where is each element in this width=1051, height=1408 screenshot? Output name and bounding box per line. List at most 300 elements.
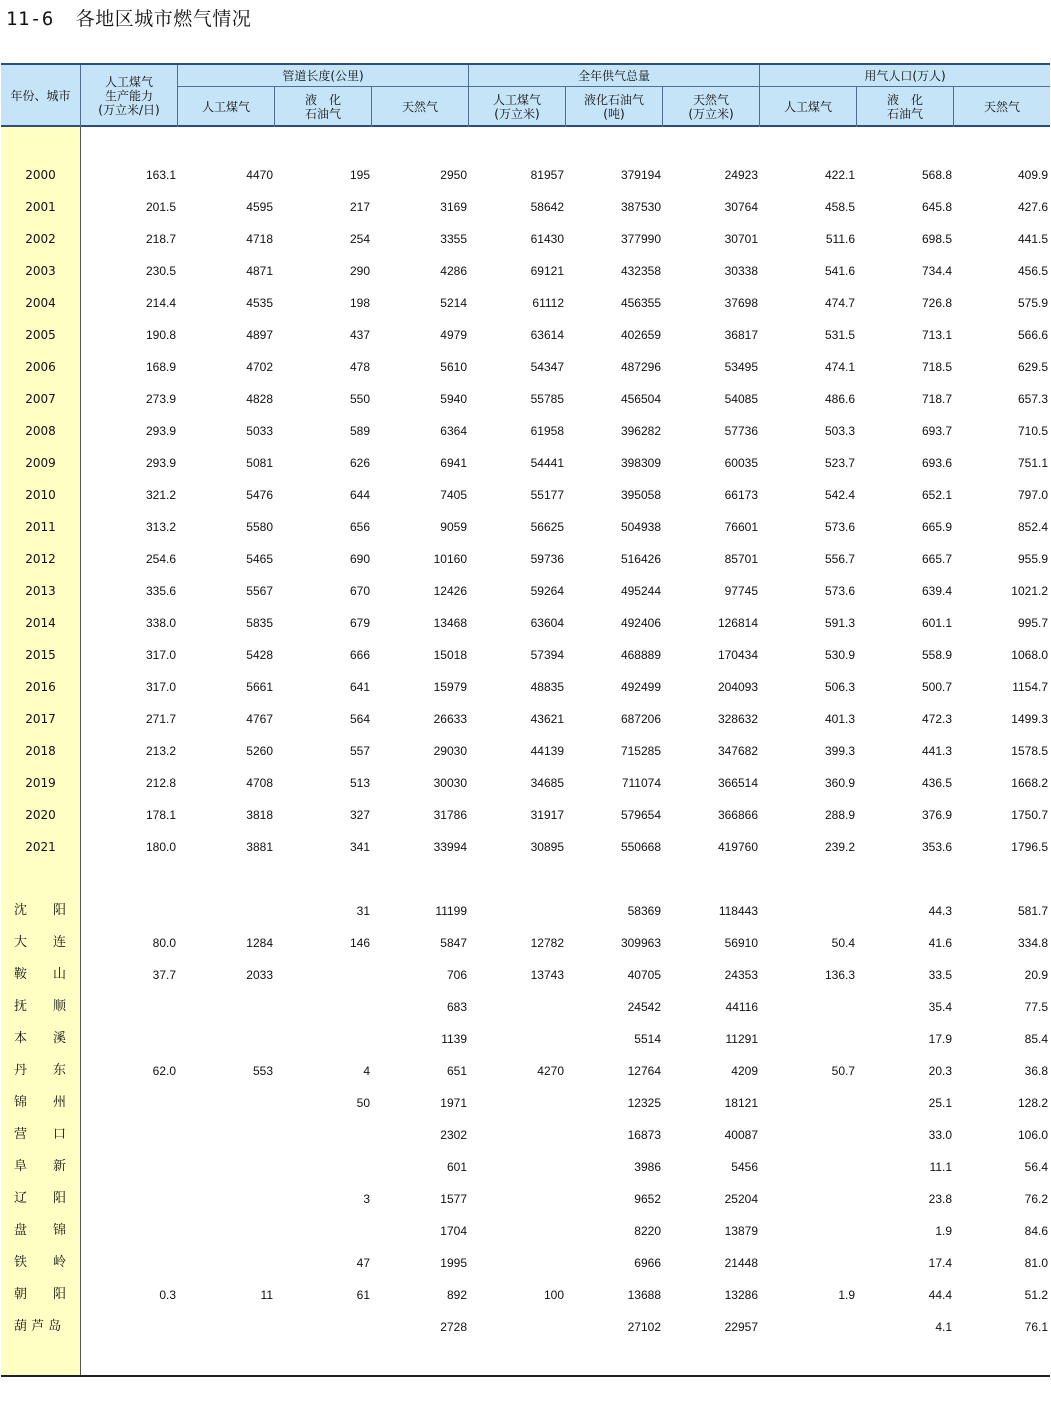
page-title	[6, 4, 251, 34]
header-divider	[274, 86, 275, 127]
city-label: 营 口	[14, 1127, 67, 1142]
cell-pipe-natural: 15018	[433, 648, 467, 662]
cell-artificial-capacity: 273.9	[145, 392, 176, 406]
cell-pipe-natural: 1577	[440, 1192, 467, 1206]
cell-pop-artificial: 401.3	[824, 712, 855, 726]
cell-artificial-capacity	[83, 991, 176, 1023]
cell-pipe-artificial: 4708	[246, 776, 273, 790]
cell-supply-lpg: 9652	[634, 1192, 661, 1206]
city-label: 大 连	[14, 935, 67, 950]
cell-pipe-lpg: 146	[349, 936, 370, 950]
cell-pipe-natural: 11199	[435, 904, 467, 918]
cell-pop-natural: 456.5	[1017, 264, 1048, 278]
cell-supply-artificial: 57394	[530, 648, 564, 662]
cell-pop-artificial: 530.9	[824, 648, 855, 662]
cell-pipe-lpg: 513	[349, 776, 370, 790]
cell-pipe-lpg: 31	[356, 904, 370, 918]
cell-pipe-artificial: 5835	[246, 616, 273, 630]
cell-pop-artificial: 591.3	[824, 616, 855, 630]
cell-pipe-artificial: 5476	[246, 488, 273, 502]
year-label: 2000	[25, 168, 56, 182]
year-row	[1, 191, 1050, 223]
cell-artificial-capacity: 0.3	[159, 1288, 176, 1302]
cell-pop-natural: 1068.0	[1011, 648, 1048, 662]
cell-supply-artificial: 44139	[530, 744, 564, 758]
cell-supply-lpg: 492499	[620, 680, 661, 694]
header-divider	[371, 86, 372, 127]
cell-pipe-natural: 1704	[440, 1224, 467, 1238]
year-label: 2018	[25, 744, 56, 758]
cell-pipe-lpg: 254	[349, 232, 370, 246]
city-label: 阜 新	[14, 1159, 67, 1174]
year-label: 2008	[25, 424, 56, 438]
city-label: 葫 芦 岛	[14, 1319, 62, 1334]
cell-supply-lpg: 387530	[620, 200, 661, 214]
cell-artificial-capacity: 218.7	[145, 232, 176, 246]
cell-pipe-artificial: 4828	[246, 392, 273, 406]
cell-pipe-natural: 1995	[440, 1256, 467, 1270]
cell-supply-natural: 18121	[724, 1096, 758, 1110]
cell-pop-lpg: 20.3	[928, 1064, 952, 1078]
cell-supply-artificial: 55177	[530, 488, 564, 502]
cell-supply-lpg: 492406	[620, 616, 661, 630]
cell-pop-artificial: 542.4	[824, 488, 855, 502]
city-label: 朝 阳	[14, 1287, 67, 1302]
year-row	[1, 447, 1050, 479]
cell-pipe-artificial	[179, 1087, 273, 1119]
year-row	[1, 319, 1050, 351]
cell-pop-artificial: 288.9	[824, 808, 855, 822]
cell-pop-artificial: 486.6	[824, 392, 855, 406]
cell-pop-lpg: 665.7	[921, 552, 952, 566]
cell-pop-artificial: 556.7	[824, 552, 855, 566]
cell-supply-lpg: 456504	[620, 392, 661, 406]
cell-pop-lpg: 645.8	[921, 200, 952, 214]
cell-pop-lpg: 601.1	[921, 616, 952, 630]
cell-supply-natural: 25204	[724, 1192, 758, 1206]
cell-supply-artificial: 54347	[530, 360, 564, 374]
cell-pipe-lpg: 50	[356, 1096, 370, 1110]
cell-pipe-artificial: 2033	[246, 968, 273, 982]
cell-supply-natural: 328632	[717, 712, 758, 726]
cell-supply-artificial	[470, 991, 564, 1023]
cell-pipe-lpg: 198	[349, 296, 370, 310]
gas-statistics-table	[1, 63, 1050, 1377]
cell-pipe-lpg: 61	[356, 1288, 370, 1302]
year-label: 2006	[25, 360, 56, 374]
cell-supply-lpg: 715285	[620, 744, 661, 758]
cell-pipe-artificial: 3818	[246, 808, 273, 822]
cell-supply-lpg: 468889	[620, 648, 661, 662]
cell-supply-lpg: 12764	[627, 1064, 661, 1078]
cell-supply-natural: 40087	[724, 1128, 758, 1142]
cell-pipe-lpg: 4	[363, 1064, 370, 1078]
cell-artificial-capacity: 313.2	[145, 520, 176, 534]
cell-pipe-artificial: 5580	[246, 520, 273, 534]
cell-pipe-natural: 2950	[440, 168, 467, 182]
cell-pop-natural: 81.0	[1024, 1256, 1048, 1270]
header-divider	[856, 86, 857, 127]
cell-pop-artificial: 399.3	[824, 744, 855, 758]
cell-pop-natural: 852.4	[1017, 520, 1048, 534]
cell-pipe-natural: 4286	[440, 264, 467, 278]
cell-pop-lpg: 734.4	[921, 264, 952, 278]
header-divider	[177, 86, 1050, 87]
cell-pop-natural: 36.8	[1024, 1064, 1048, 1078]
city-row	[1, 959, 1050, 991]
cell-pipe-natural: 651	[446, 1064, 467, 1078]
cell-pop-natural: 427.6	[1017, 200, 1048, 214]
year-row	[1, 223, 1050, 255]
cell-artificial-capacity: 317.0	[145, 680, 176, 694]
cell-artificial-capacity: 212.8	[145, 776, 176, 790]
cell-supply-lpg: 516426	[620, 552, 661, 566]
cell-pipe-natural: 33994	[433, 840, 467, 854]
cell-supply-lpg: 3986	[634, 1160, 661, 1174]
cell-supply-artificial: 43621	[530, 712, 564, 726]
cell-artificial-capacity	[83, 1023, 176, 1055]
cell-pop-lpg: 44.4	[928, 1288, 952, 1302]
cell-artificial-capacity: 293.9	[145, 456, 176, 470]
header-divider	[177, 65, 178, 127]
city-label: 辽 阳	[14, 1191, 67, 1206]
cell-supply-lpg: 495244	[620, 584, 661, 598]
cell-supply-lpg: 16873	[627, 1128, 661, 1142]
cell-pipe-lpg: 656	[349, 520, 370, 534]
header-pipe-lpg: 液 化 石油气	[304, 93, 341, 121]
city-label: 铁 岭	[14, 1255, 67, 1270]
cell-supply-artificial: 4270	[537, 1064, 564, 1078]
city-row	[1, 1055, 1050, 1087]
cell-artificial-capacity: 293.9	[145, 424, 176, 438]
cell-supply-natural: 57736	[724, 424, 758, 438]
cell-supply-lpg: 487296	[620, 360, 661, 374]
cell-pop-lpg: 718.7	[921, 392, 952, 406]
year-label: 2012	[25, 552, 56, 566]
cell-pop-lpg: 353.6	[921, 840, 952, 854]
cell-pop-lpg: 726.8	[921, 296, 952, 310]
cell-supply-natural: 170434	[717, 648, 758, 662]
cell-supply-artificial	[470, 1311, 564, 1343]
cell-pop-natural: 575.9	[1017, 296, 1048, 310]
cell-supply-artificial: 100	[543, 1288, 564, 1302]
cell-supply-natural: 76601	[724, 520, 758, 534]
year-label: 2019	[25, 776, 56, 790]
cell-supply-lpg: 456355	[620, 296, 661, 310]
cell-supply-natural: 13879	[724, 1224, 758, 1238]
cell-pipe-natural: 5940	[440, 392, 467, 406]
header-pipe-natural: 天然气	[401, 100, 438, 114]
cell-pipe-artificial: 4535	[246, 296, 273, 310]
cell-supply-artificial: 59736	[530, 552, 564, 566]
cell-artificial-capacity	[83, 1247, 176, 1279]
cell-artificial-capacity	[83, 1215, 176, 1247]
cell-pop-natural: 710.5	[1017, 424, 1048, 438]
cell-artificial-capacity: 321.2	[145, 488, 176, 502]
cell-pipe-natural: 7405	[440, 488, 467, 502]
year-label: 2002	[25, 232, 56, 246]
cell-pipe-lpg: 195	[349, 168, 370, 182]
cell-pipe-natural: 30030	[433, 776, 467, 790]
cell-pop-natural: 995.7	[1017, 616, 1048, 630]
cell-supply-lpg: 504938	[620, 520, 661, 534]
cell-pop-natural: 1154.7	[1012, 680, 1048, 694]
cell-pipe-natural: 15979	[433, 680, 467, 694]
cell-pipe-artificial: 5033	[246, 424, 273, 438]
cell-supply-natural: 5456	[731, 1160, 758, 1174]
year-row	[1, 159, 1050, 191]
cell-supply-natural: 22957	[724, 1320, 758, 1334]
cell-pop-lpg: 558.9	[921, 648, 952, 662]
city-row	[1, 1247, 1050, 1279]
cell-pipe-lpg	[276, 1151, 370, 1183]
cell-pop-artificial: 541.6	[824, 264, 855, 278]
cell-pipe-lpg: 437	[349, 328, 370, 342]
cell-pipe-natural: 12426	[433, 584, 467, 598]
header-supply-artificial: 人工煤气 (万立米)	[492, 93, 541, 121]
cell-pop-artificial	[761, 1119, 855, 1151]
year-label: 2017	[25, 712, 56, 726]
cell-pipe-lpg: 557	[349, 744, 370, 758]
cell-supply-natural: 53495	[724, 360, 758, 374]
cell-pipe-natural: 13468	[433, 616, 467, 630]
table-title: 各地区城市燃气情况	[75, 8, 252, 30]
cell-supply-artificial: 63604	[530, 616, 564, 630]
cell-pop-artificial: 573.6	[824, 584, 855, 598]
cell-pipe-artificial: 11	[260, 1288, 273, 1302]
cell-pipe-natural: 10160	[433, 552, 467, 566]
city-row	[1, 927, 1050, 959]
year-row	[1, 415, 1050, 447]
cell-pop-natural: 629.5	[1017, 360, 1048, 374]
cell-pop-artificial	[761, 1087, 855, 1119]
cell-pop-natural: 128.2	[1017, 1096, 1048, 1110]
year-row	[1, 703, 1050, 735]
cell-pop-lpg: 568.8	[921, 168, 952, 182]
cell-pop-lpg: 41.6	[928, 936, 952, 950]
cell-pipe-artificial: 1284	[246, 936, 273, 950]
year-row	[1, 639, 1050, 671]
cell-supply-lpg: 40705	[627, 968, 661, 982]
cell-supply-lpg: 550668	[620, 840, 661, 854]
city-row	[1, 1151, 1050, 1183]
year-row	[1, 351, 1050, 383]
cell-pop-lpg: 4.1	[935, 1320, 952, 1334]
cell-pipe-lpg: 478	[349, 360, 370, 374]
cell-pipe-lpg	[276, 1119, 370, 1151]
cell-pipe-artificial: 4470	[246, 168, 273, 182]
cell-artificial-capacity	[83, 1151, 176, 1183]
cell-pop-natural: 51.2	[1024, 1288, 1048, 1302]
cell-supply-lpg: 309963	[620, 936, 661, 950]
cell-supply-lpg: 377990	[620, 232, 661, 246]
cell-pop-natural: 76.2	[1024, 1192, 1048, 1206]
cell-pop-lpg: 639.4	[921, 584, 952, 598]
cell-pop-lpg: 436.5	[921, 776, 952, 790]
cell-pipe-artificial: 4897	[246, 328, 273, 342]
cell-pipe-natural: 3355	[440, 232, 467, 246]
year-label: 2011	[25, 520, 56, 534]
cell-supply-artificial	[470, 1023, 564, 1055]
cell-artificial-capacity	[83, 1087, 176, 1119]
cell-supply-artificial: 34685	[530, 776, 564, 790]
cell-pop-lpg: 17.4	[928, 1256, 952, 1270]
table-header	[1, 63, 1050, 127]
year-label: 2007	[25, 392, 56, 406]
cell-pipe-lpg: 644	[349, 488, 370, 502]
cell-pop-lpg: 1.9	[935, 1224, 952, 1238]
cell-supply-artificial: 12782	[530, 936, 564, 950]
cell-pop-lpg: 23.8	[928, 1192, 952, 1206]
cell-pop-artificial: 511.6	[825, 232, 855, 246]
year-label: 2016	[25, 680, 56, 694]
cell-pipe-artificial: 553	[252, 1064, 273, 1078]
cell-supply-lpg: 711074	[621, 776, 661, 790]
cell-pipe-artificial: 3881	[246, 840, 273, 854]
cell-supply-natural: 4209	[731, 1064, 758, 1078]
cell-artificial-capacity	[83, 1119, 176, 1151]
cell-supply-artificial: 61112	[532, 296, 564, 310]
cell-artificial-capacity: 230.5	[145, 264, 176, 278]
cell-supply-natural: 366866	[717, 808, 758, 822]
cell-pop-artificial	[761, 895, 855, 927]
cell-pop-artificial: 239.2	[824, 840, 855, 854]
year-row	[1, 287, 1050, 319]
cell-supply-natural: 11291	[725, 1032, 758, 1046]
cell-pipe-artificial: 5081	[246, 456, 273, 470]
city-row	[1, 1183, 1050, 1215]
cell-pop-natural: 106.0	[1017, 1128, 1048, 1142]
cell-supply-natural: 126814	[717, 616, 758, 630]
cell-pop-lpg: 665.9	[921, 520, 952, 534]
cell-supply-natural: 97745	[724, 584, 758, 598]
cell-supply-artificial: 55785	[530, 392, 564, 406]
year-label: 2001	[25, 200, 56, 214]
cell-pipe-artificial	[179, 1119, 273, 1151]
header-pop-natural: 天然气	[983, 100, 1020, 114]
cell-pipe-natural: 5610	[440, 360, 467, 374]
cell-pop-artificial: 458.5	[824, 200, 855, 214]
table-number: 11-6	[6, 8, 54, 30]
cell-supply-lpg: 432358	[620, 264, 661, 278]
cell-pop-natural: 751.1	[1017, 456, 1048, 470]
header-pop-artificial: 人工煤气	[783, 100, 832, 114]
cell-pipe-lpg: 690	[349, 552, 370, 566]
year-row	[1, 479, 1050, 511]
year-label: 2004	[25, 296, 56, 310]
cell-pipe-natural: 5214	[440, 296, 467, 310]
cell-pipe-lpg: 341	[349, 840, 370, 854]
cell-supply-natural: 21448	[724, 1256, 758, 1270]
cell-pop-natural: 566.6	[1017, 328, 1048, 342]
cell-pipe-artificial: 5567	[246, 584, 273, 598]
header-group-supply: 全年供气总量	[577, 68, 650, 83]
cell-pop-natural: 1578.5	[1011, 744, 1048, 758]
cell-supply-lpg: 579654	[620, 808, 661, 822]
cell-pop-natural: 1668.2	[1011, 776, 1048, 790]
cell-pop-lpg: 693.6	[921, 456, 952, 470]
cell-pop-artificial: 474.7	[824, 296, 855, 310]
year-row	[1, 543, 1050, 575]
cell-artificial-capacity: 37.7	[152, 968, 176, 982]
cell-supply-artificial	[470, 1151, 564, 1183]
cell-supply-natural: 44116	[725, 1000, 758, 1014]
cell-pop-artificial	[761, 1215, 855, 1247]
cell-supply-natural: 13286	[724, 1288, 758, 1302]
cell-pop-natural: 955.9	[1017, 552, 1048, 566]
year-label: 2015	[25, 648, 56, 662]
cell-pop-natural: 441.5	[1017, 232, 1048, 246]
cell-supply-natural: 118443	[718, 904, 758, 918]
cell-pipe-natural: 6364	[440, 424, 467, 438]
cell-supply-natural: 37698	[724, 296, 758, 310]
cell-supply-artificial: 30895	[530, 840, 564, 854]
cell-supply-artificial: 13743	[530, 968, 564, 982]
cell-supply-artificial: 48835	[530, 680, 564, 694]
cell-artificial-capacity: 180.0	[145, 840, 176, 854]
cell-supply-lpg: 398309	[620, 456, 661, 470]
cell-pop-lpg: 17.9	[928, 1032, 952, 1046]
cell-pipe-natural: 2728	[440, 1320, 467, 1334]
cell-artificial-capacity: 190.8	[145, 328, 176, 342]
cell-supply-artificial	[470, 1119, 564, 1151]
cell-pipe-artificial	[179, 1247, 273, 1279]
year-row	[1, 607, 1050, 639]
cell-pipe-artificial: 5465	[246, 552, 273, 566]
cell-supply-artificial: 81957	[530, 168, 564, 182]
cell-supply-lpg: 13688	[627, 1288, 661, 1302]
cell-supply-artificial: 69121	[530, 264, 564, 278]
header-supply-natural: 天然气 (万立米)	[688, 93, 734, 121]
cell-pipe-artificial: 4871	[246, 264, 273, 278]
cell-pipe-lpg	[276, 1215, 370, 1247]
cell-pop-lpg: 441.3	[921, 744, 952, 758]
cell-pop-artificial: 1.9	[838, 1288, 855, 1302]
cell-pop-natural: 797.0	[1017, 488, 1048, 502]
cell-pipe-artificial	[179, 1215, 273, 1247]
year-label: 2009	[25, 456, 56, 470]
cell-supply-natural: 347682	[717, 744, 758, 758]
cell-pipe-natural: 4979	[440, 328, 467, 342]
cell-pipe-artificial: 5661	[246, 680, 273, 694]
year-row	[1, 511, 1050, 543]
cell-pipe-natural: 3169	[440, 200, 467, 214]
cell-pop-artificial	[761, 991, 855, 1023]
cell-supply-natural: 36817	[724, 328, 758, 342]
cell-pipe-natural: 706	[446, 968, 467, 982]
cell-supply-lpg: 395058	[620, 488, 661, 502]
cell-pop-natural: 56.4	[1024, 1160, 1048, 1174]
year-label: 2014	[25, 616, 56, 630]
cell-pipe-natural: 26633	[433, 712, 467, 726]
city-row	[1, 1311, 1050, 1343]
cell-supply-artificial: 54441	[530, 456, 564, 470]
header-divider	[468, 65, 469, 127]
cell-artificial-capacity: 317.0	[145, 648, 176, 662]
cell-pipe-natural: 1139	[441, 1032, 467, 1046]
cell-artificial-capacity: 338.0	[145, 616, 176, 630]
cell-pipe-artificial: 5428	[246, 648, 273, 662]
cell-supply-natural: 24353	[724, 968, 758, 982]
cell-supply-natural: 366514	[717, 776, 758, 790]
cell-supply-artificial: 63614	[530, 328, 564, 342]
city-row	[1, 1023, 1050, 1055]
header-pop-lpg: 液 化 石油气	[886, 93, 923, 121]
cell-supply-natural: 56910	[724, 936, 758, 950]
cell-pipe-lpg: 217	[349, 200, 370, 214]
header-pipe-artificial: 人工煤气	[201, 100, 250, 114]
cell-pipe-lpg: 641	[349, 680, 370, 694]
